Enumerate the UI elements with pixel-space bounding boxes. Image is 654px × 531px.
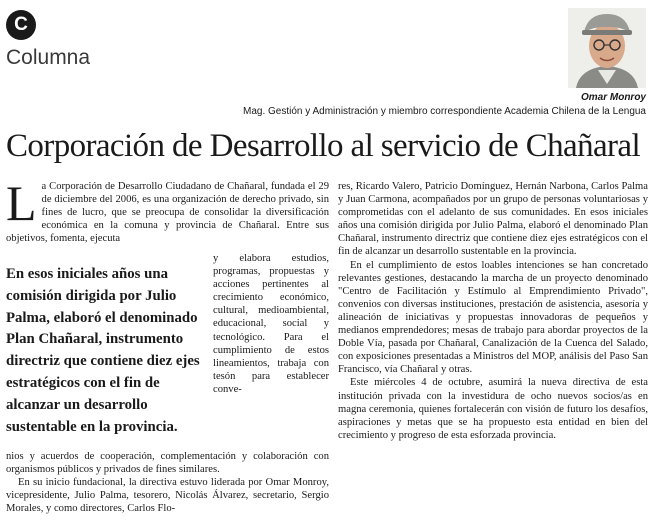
- article-intro: [6, 175, 329, 245]
- pull-quote: En esos iniciales años una comisión dirigida por Julio Palma, elaboró el denominado Plan Chañaral, instrumento directriz que contiene diez ejes estratégicos con el fin de alcanzar un desarrollo sustentable en la provincia.: [6, 266, 200, 435]
- paragraph-1-end: nios y acuerdos de cooperación, complementación y colaboración con organismos públicos y privados de fines similares.: [6, 451, 329, 476]
- paragraph-1-narrow: y elabora estudios, programas, propuestas y acciones pertinentes al crecimiento económico, cultural, medioambiental, educacional, social y tecnológico. Para el cumplimiento de estos lineamientos, trabaja con tesón para establecer conve-: [213, 253, 329, 395]
- article-left-bottom: [6, 450, 329, 515]
- section-label: Columna: [6, 46, 91, 69]
- drop-cap: L: [6, 175, 37, 231]
- paragraph-4: Este miércoles 4 de octubre, asumirá la nueva directiva de esta institución privada con la investidura de ocho nuevos socios/as en magna ceremonia, quienes fortalecerán con visión de futuro los desafíos, aspiraciones y metas que se ha propuesto esta entidad en bien del crecimiento y progreso de esta esforzada provincia.: [338, 377, 648, 441]
- article-headline: Corporación de Desarrollo al servicio de Chañaral: [6, 128, 641, 164]
- paragraph-3: En el cumplimiento de estos loables intenciones se han concretado relevantes gestiones, destacando la marcha de un proyecto denominado "Centro de Facilitación y Estímulo al Emprendimiento Privado", convenios con diversas instituciones, prestación de asistencia, asesoría y alineación de iniciativas y propuestas innovadoras de pequeños y medianos emprendedores; mesas de trabajo para abordar proyectos de la Doble Vía, pasada por Chañaral, Canalización de la Cuenca del Salado, con exposiciones presentadas a Ministros del MOP, análisis del Paso San Francisco, vía Chañaral y otras.: [338, 259, 648, 376]
- column-badge: C: [6, 10, 36, 40]
- author-name: Omar Monroy: [580, 92, 646, 103]
- paragraph-2-continued: res, Ricardo Valero, Patricio Domínguez, Hernán Narbona, Carlos Palma y Juan Carmona, acompañados por un grupo de personas voluntariosas y comprometidas con el adelanto de sus comunidades. En esos iniciales años una comisión dirigida por Julio Palma, elaboró el denominado Plan Chañaral, instrumento directriz que contiene diez ejes estratégicos con el fin de alcanzar un desarrollo sustentable en la provincia.: [338, 181, 648, 258]
- author-credentials: Mag. Gestión y Administración y miembro correspondiente Academia Chilena de la Lengua: [243, 106, 646, 117]
- paragraph-2-start: En su inicio fundacional, la directiva estuvo liderada por Omar Monroy, vicepresidente, Julio Palma, tesorero, Nicolás Álvarez, secretario, Sergio Morales, y como directores, Carlos Flo-: [6, 477, 329, 515]
- paragraph-1-intro: a Corporación de Desarrollo Ciudadano de Chañaral, fundada el 29 de diciembre del 2006, es una organización de derecho privado, sin fines de lucro, que se preocupa de consolidar la diversificación económica en la comuna y provincia de Chañaral. Entre sus objetivos, fomenta, ejecuta: [6, 181, 329, 245]
- author-photo: [568, 8, 646, 88]
- article-right-column: [338, 180, 648, 442]
